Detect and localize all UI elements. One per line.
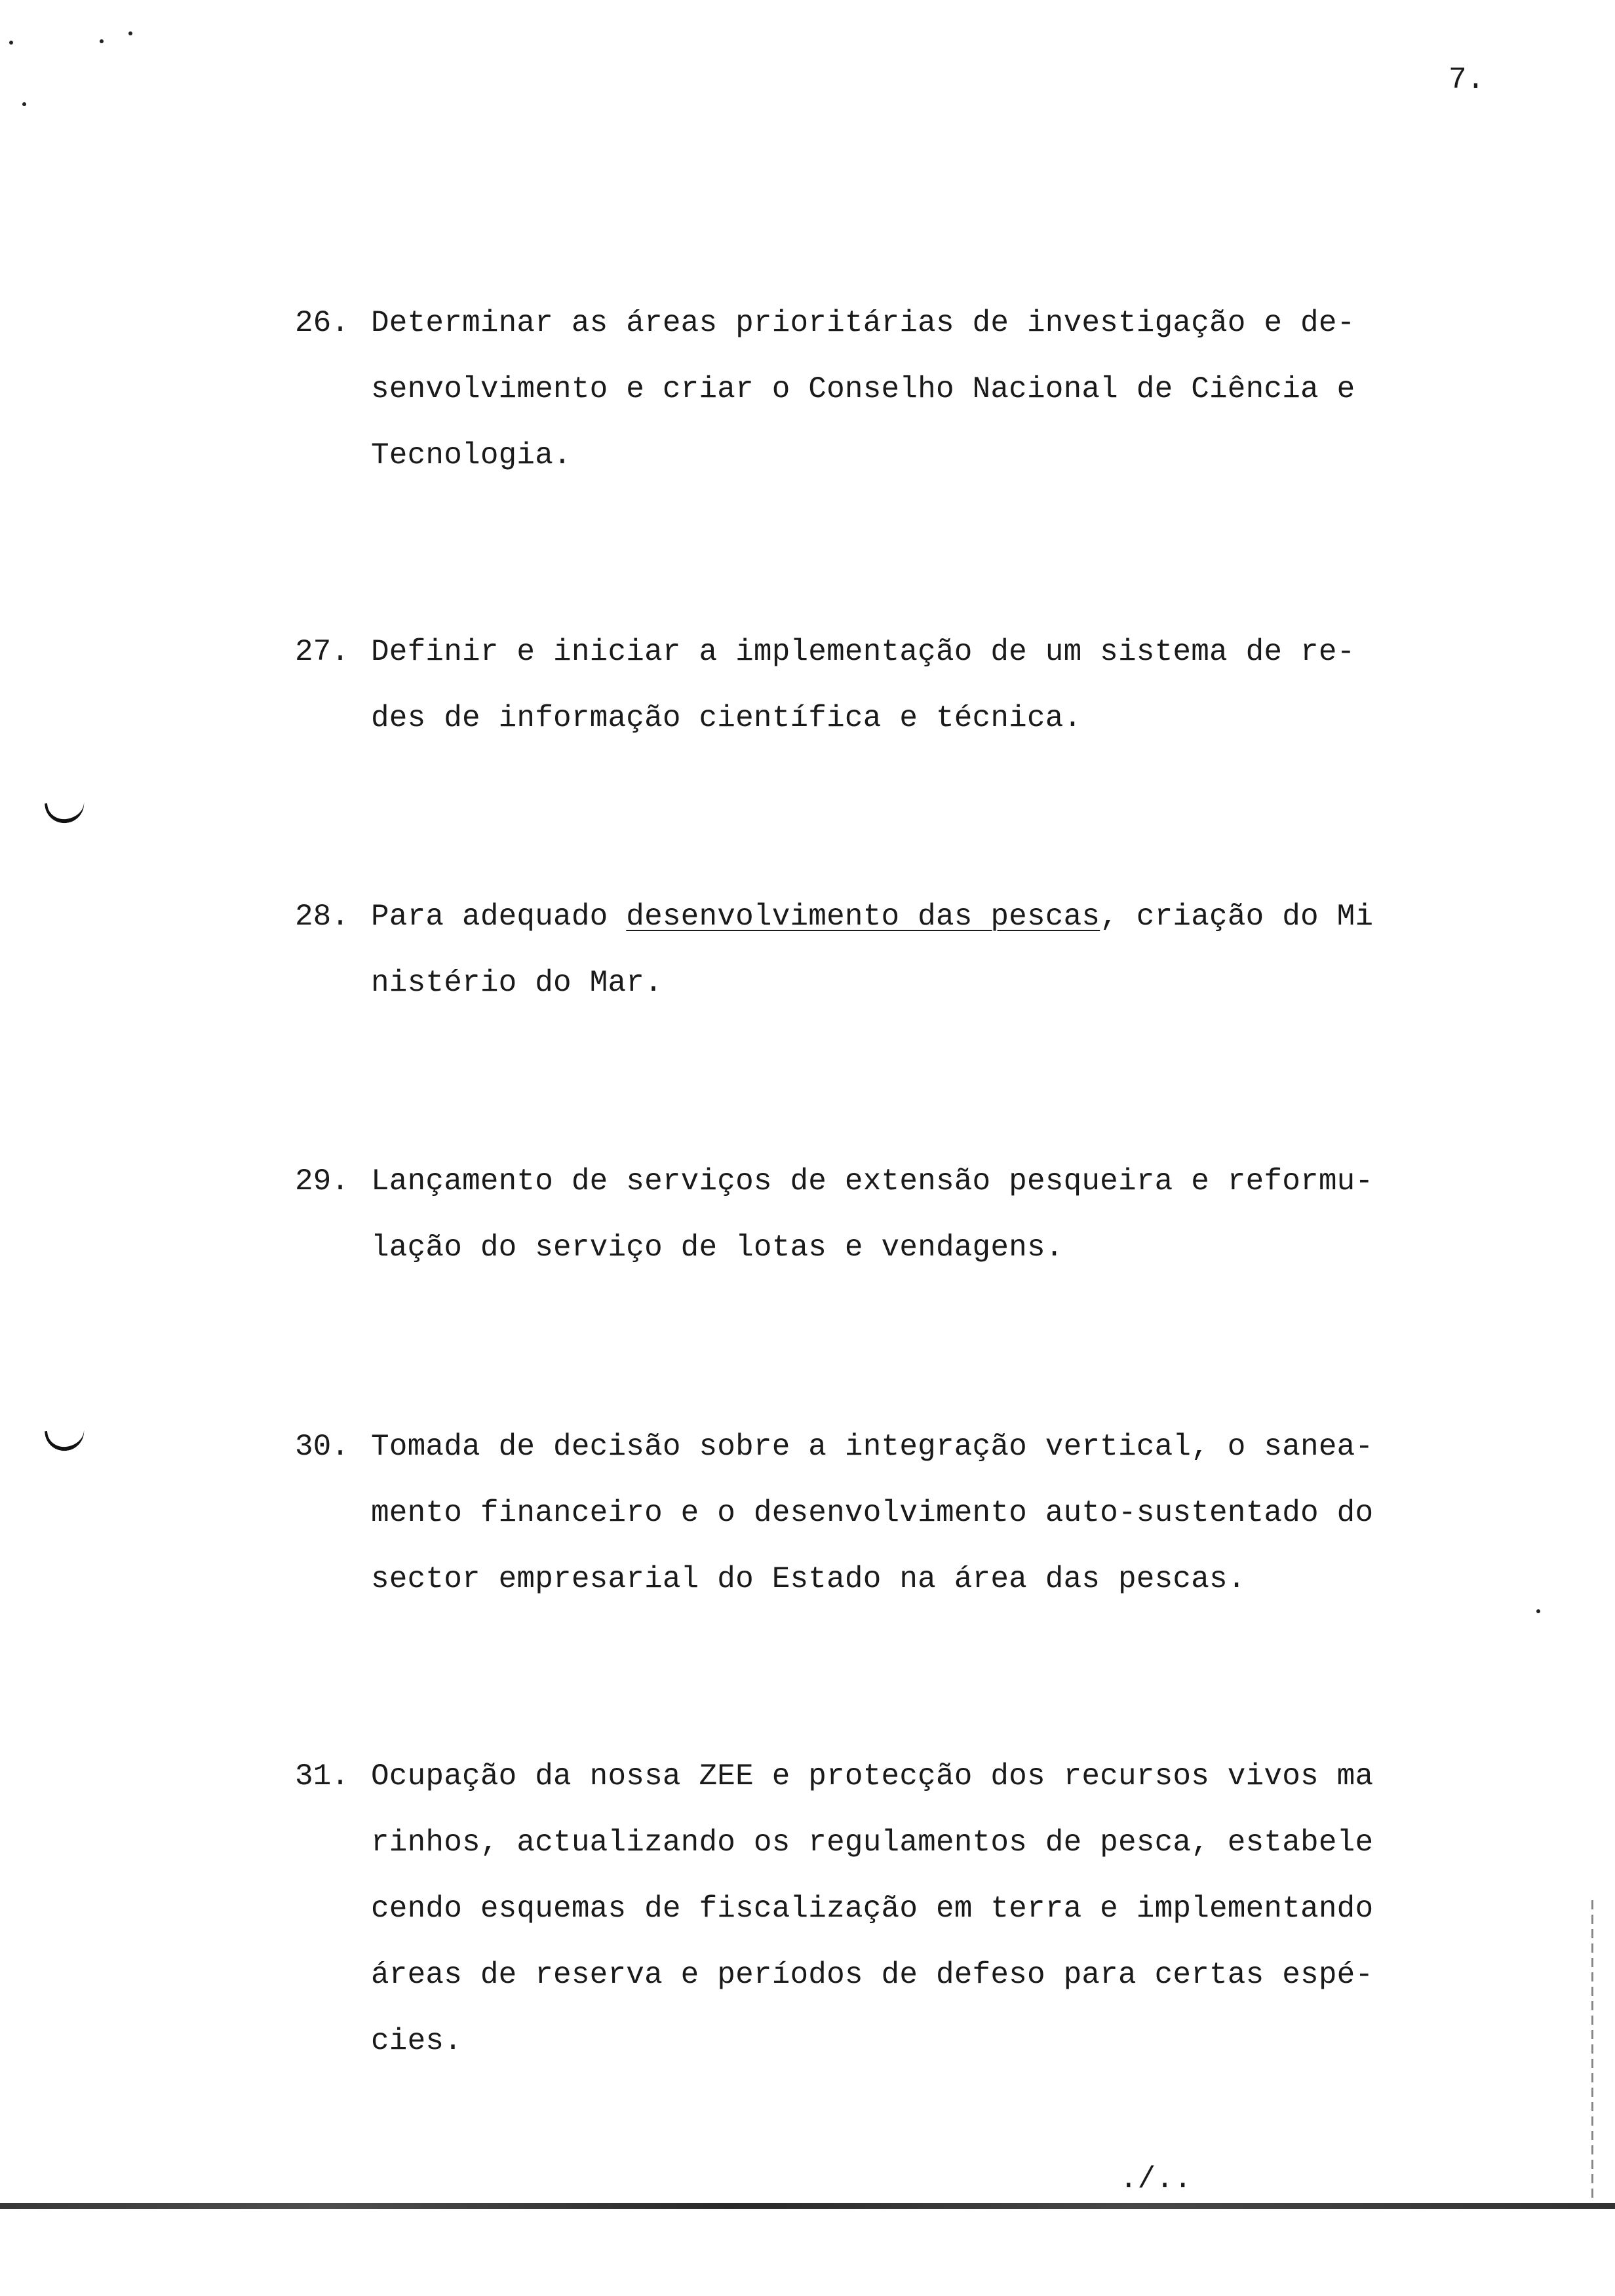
item-line: cendo esquemas de fiscalização em terra e implementando <box>371 1892 1374 1926</box>
item-text <box>295 884 1475 1016</box>
item-text <box>295 1149 1475 1281</box>
punch-hole-mark <box>45 1426 87 1453</box>
item-line: rinhos, actualizando os regulamentos de pesca, estabele <box>371 1826 1374 1860</box>
scan-speck <box>22 102 26 106</box>
item-line: nistério do Mar. <box>371 966 663 1000</box>
scan-speck <box>9 41 13 45</box>
item-text <box>295 1414 1475 1613</box>
scan-speck <box>1536 1609 1540 1613</box>
item-line: cies. <box>371 2024 463 2058</box>
list-item-26 <box>295 290 1475 489</box>
item-line: Lançamento de serviços de extensão pesqueira e reformu- <box>371 1164 1374 1198</box>
punch-hole-mark <box>45 798 87 826</box>
item-line: des de informação científica e técnica. <box>371 701 1082 735</box>
list-item-29 <box>295 1149 1475 1281</box>
item-line: lação do serviço de lotas e vendagens. <box>371 1231 1064 1265</box>
item-number: 26. <box>295 306 349 340</box>
item-number: 29. <box>295 1164 349 1198</box>
list-item-27 <box>295 619 1475 752</box>
item-line: Definir e iniciar a implementação de um sistema de re- <box>371 635 1355 669</box>
page-number: 7. <box>1449 63 1485 97</box>
underlined-phrase: desenvolvimento das pescas <box>626 900 1100 934</box>
item-line: áreas de reserva e períodos de defeso para certas espé- <box>371 1958 1374 1992</box>
scan-speck <box>100 39 104 43</box>
item-text <box>295 1744 1475 2075</box>
item-line: sector empresarial do Estado na área das pescas. <box>371 1562 1246 1596</box>
list-item-28 <box>295 884 1475 1016</box>
item-number: 31. <box>295 1759 349 1793</box>
item-number: 28. <box>295 900 349 934</box>
margin-scan-line <box>1591 1900 1593 2202</box>
item-line: Ocupação da nossa ZEE e protecção dos recursos vivos ma <box>371 1759 1374 1793</box>
item-line: Tecnologia. <box>371 438 572 472</box>
list-item-31 <box>295 1744 1475 2075</box>
list-item-30 <box>295 1414 1475 1613</box>
continuation-mark: ./.. <box>1119 2162 1192 2196</box>
bottom-rule <box>0 2203 1615 2209</box>
item-text <box>295 619 1475 752</box>
item-number: 30. <box>295 1430 349 1464</box>
item-line: senvolvimento e criar o Conselho Nacional de Ciência e <box>371 372 1355 406</box>
item-line: mento financeiro e o desenvolvimento auto-sustentado do <box>371 1496 1374 1530</box>
item-number: 27. <box>295 635 349 669</box>
item-text <box>295 290 1475 489</box>
scan-speck <box>128 31 132 35</box>
item-line: Tomada de decisão sobre a integração vertical, o sanea- <box>371 1430 1374 1464</box>
item-line: Determinar as áreas prioritárias de investigação e de- <box>371 306 1355 340</box>
item-line: Para adequado desenvolvimento das pescas, criação do Mi <box>371 900 1374 934</box>
